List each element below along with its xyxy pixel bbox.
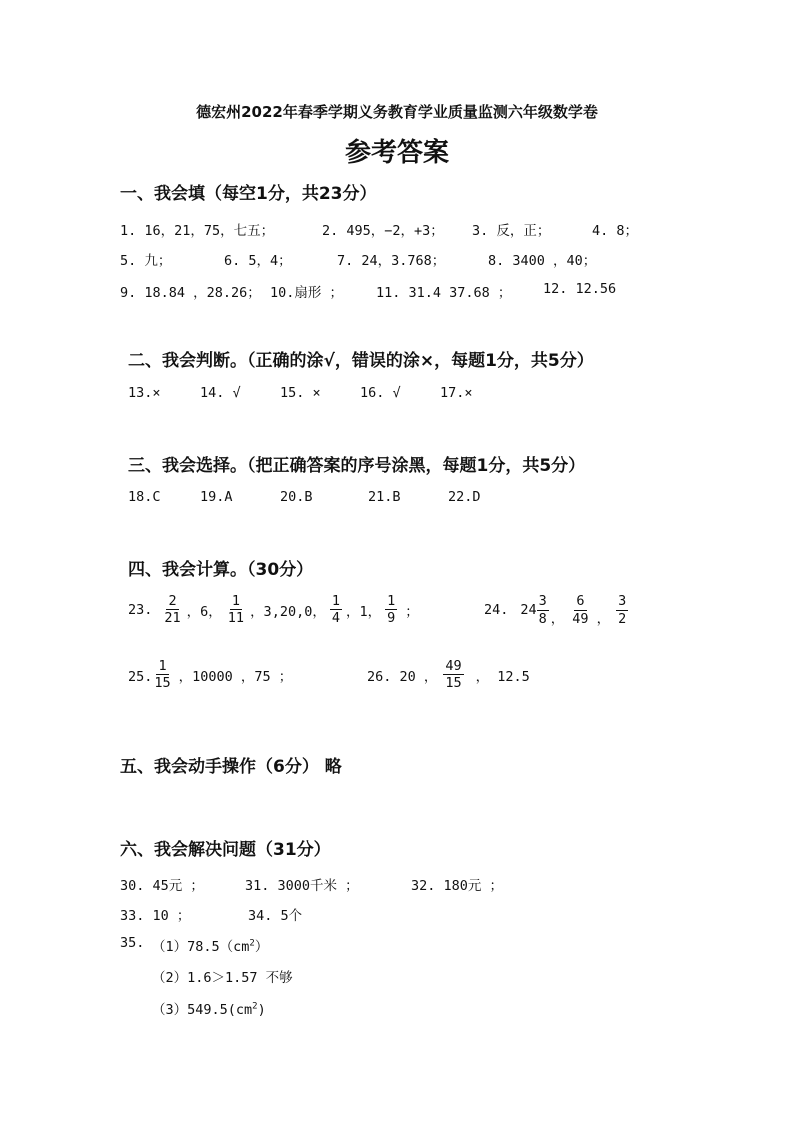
fraction: $\frac{3}{2}$ (618, 593, 627, 627)
answer-13: 13.× (128, 385, 161, 401)
answer-23 (128, 593, 419, 626)
section-2-heading: 二、我会判断。（正确的涂√，错误的涂×，每题1分，共5分） (128, 351, 594, 371)
answer-2: 2. 495，−2，+3； (322, 223, 444, 239)
answer-35-part-2: （2）1.6＞1.57 不够 (152, 970, 293, 986)
answer-11: 11. 31.4 37.68 ； (376, 285, 512, 301)
answer-30: 30. 45元 ； (120, 878, 204, 894)
fraction: $\frac{2}{21}$ (164, 593, 181, 627)
answer-24: 24. 24 $\frac{3}{8}$ ， $\frac{6}{49}$ ， $\frac{3}{2}$ (484, 593, 627, 627)
answer-1: 1. 16，21，75，七五； (120, 223, 275, 239)
answer-18: 18.C (128, 489, 161, 505)
answer-10: 10.扇形 ； (270, 285, 344, 301)
fraction: $\frac{1}{4}$ (331, 593, 340, 627)
fraction: $\frac{49}{15}$ (445, 658, 462, 692)
answer-35-label: 35. (120, 935, 145, 951)
answer-23-text: ，1， (345, 603, 382, 620)
answer-3: 3. 反，正； (472, 223, 551, 239)
fraction: $\frac{1}{15}$ (154, 658, 171, 692)
section-1-heading: 一、我会填（每空1分，共23分） (120, 184, 377, 204)
answer-32: 32. 180元 ； (411, 878, 504, 894)
answer-26-label: 26. 20 ， (367, 669, 438, 686)
answer-14: 14. √ (200, 385, 241, 401)
answer-5: 5. 九； (120, 253, 172, 269)
answer-12: 12. 12.56 (543, 281, 617, 297)
answer-23-label: 23. (128, 601, 153, 618)
answer-35-part-1: $(1)78.5(cm^2)$ (152, 938, 269, 955)
answer-8: 8. 3400 ，40； (488, 253, 597, 269)
answer-35-part-3: $(3)549.5(cm^2)$ (152, 1001, 266, 1018)
answer-23-text: ，3,20,0， (250, 603, 326, 620)
answer-23-text: ； (405, 603, 419, 620)
answer-15: 15. × (280, 385, 321, 401)
answer-26 (367, 658, 530, 692)
answer-4: 4. 8； (592, 223, 639, 239)
answer-31: 31. 3000千米 ； (245, 878, 359, 894)
section-6-heading: 六、我会解决问题（31分） (120, 840, 331, 860)
fraction: $\frac{1}{11}$ (227, 593, 245, 627)
answer-25-text: ，10000 ，75 ； (178, 669, 293, 686)
answer-25-label: 25. (128, 669, 153, 686)
answer-6: 6. 5，4； (224, 253, 292, 269)
answer-23-text: ，6， (186, 603, 222, 620)
answer-20: 20.B (280, 489, 313, 505)
fraction: $\frac{6}{49}$ (572, 593, 589, 627)
answer-key-title: 参考答案 (344, 138, 449, 168)
answer-24-label: 24. (484, 602, 509, 618)
answer-16: 16. √ (360, 385, 401, 401)
answer-19: 19.A (200, 489, 233, 505)
document-title: 德宏州2022年春季学期义务教育学业质量监测六年级数学卷 (196, 103, 598, 121)
section-3-heading: 三、我会选择。（把正确答案的序号涂黑，每题1分，共5分） (128, 456, 586, 476)
answer-33: 33. 10 ； (120, 908, 191, 924)
answer-22: 22.D (448, 489, 481, 505)
answer-9: 9. 18.84 ，28.26； (120, 285, 261, 301)
section-5-heading: 五、我会动手操作（6分） 略 (120, 757, 342, 777)
fraction: $\frac{1}{9}$ (387, 593, 396, 627)
mixed-number: 24 $\frac{3}{8}$ (520, 593, 547, 627)
answer-17: 17.× (440, 385, 473, 401)
answer-25 (128, 658, 293, 692)
answer-34: 34. 5个 (248, 908, 303, 924)
answer-7: 7. 24，3.768； (337, 253, 446, 269)
answer-26-text: ， 12.5 (475, 669, 530, 686)
answer-21: 21.B (368, 489, 401, 505)
section-4-heading: 四、我会计算。（30分） (128, 560, 314, 580)
